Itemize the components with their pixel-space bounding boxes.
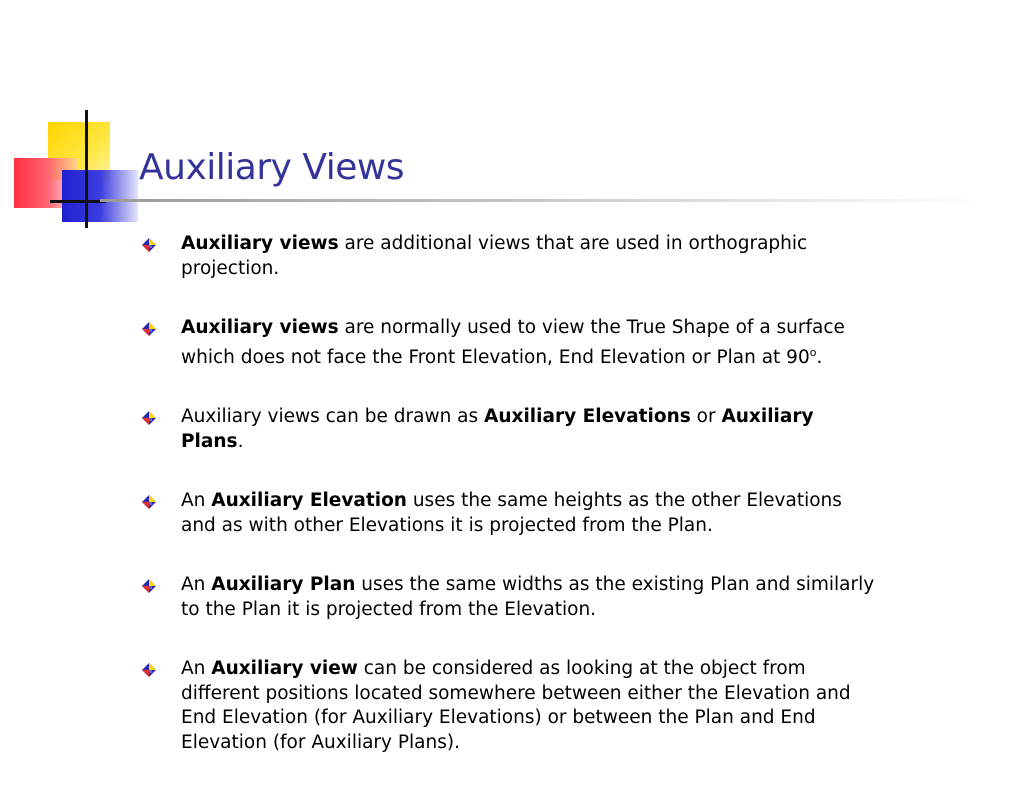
diamond-bullet-icon xyxy=(142,579,156,593)
diamond-bullet-icon xyxy=(142,322,156,336)
bullet-item xyxy=(142,405,882,454)
bullet-bold-term: Auxiliary Elevations xyxy=(484,406,691,427)
bullet-text xyxy=(181,490,842,536)
bullet-text-run: An xyxy=(181,490,212,511)
diamond-bullet-icon xyxy=(142,663,156,677)
bullet-list xyxy=(142,232,882,790)
bullet-text xyxy=(181,406,814,452)
diamond-bullet-icon xyxy=(142,495,156,509)
bullet-item xyxy=(142,573,882,622)
bullet-text-run: Auxiliary views can be drawn as xyxy=(181,406,485,427)
diamond-bullet-icon xyxy=(142,411,156,425)
diamond-bullet-icon xyxy=(142,238,156,252)
bullet-bold-term: Auxiliary Elevation xyxy=(211,490,407,511)
bullet-text xyxy=(181,574,874,620)
bullet-text-run: An xyxy=(181,658,212,679)
bullet-item xyxy=(142,657,882,755)
bullet-text-run: can be considered as looking at the object from different positions located somewhere between either the Elevation and End Elevation (for Auxiliary Elevations) or between the Plan and End Elevation (for Auxiliary Plans). xyxy=(181,658,851,753)
bullet-text-run: are additional views that are used in orthographic projection. xyxy=(181,233,808,279)
bullet-item xyxy=(142,232,882,281)
bullet-text-run: or xyxy=(690,406,722,427)
bullet-text-run: are normally used to view the True Shape of a surface which does not face the Front Elevation, End Elevation or Plan at 90 xyxy=(181,317,845,368)
bullet-text-run: uses the same widths as the existing Plan and similarly to the Plan it is projected from the Elevation. xyxy=(181,574,875,620)
slide-title: Auxiliary Views xyxy=(139,147,405,188)
bullet-text xyxy=(181,317,845,368)
bullet-text-run: o xyxy=(809,345,817,359)
bullet-bold-term: Auxiliary view xyxy=(211,658,358,679)
bullet-text-run: . xyxy=(237,430,244,452)
logo-vertical-line xyxy=(85,110,88,228)
bullet-bold-term: Auxiliary views xyxy=(181,233,339,254)
title-underline xyxy=(100,199,980,202)
bullet-text xyxy=(181,658,851,753)
logo-horizontal-line xyxy=(50,200,106,203)
bullet-text-run: . xyxy=(816,346,823,368)
bullet-text-run: uses the same heights as the other Elevations and as with other Elevations it is projected from the Plan. xyxy=(181,490,842,536)
logo-blue-square xyxy=(62,170,138,222)
bullet-item xyxy=(142,316,882,370)
bullet-text xyxy=(181,233,807,279)
bullet-bold-term: Auxiliary views xyxy=(181,317,339,338)
bullet-text-run: An xyxy=(181,574,212,595)
bullet-bold-term: Auxiliary Plans xyxy=(181,406,814,452)
bullet-bold-term: Auxiliary Plan xyxy=(211,574,356,595)
bullet-item xyxy=(142,489,882,538)
